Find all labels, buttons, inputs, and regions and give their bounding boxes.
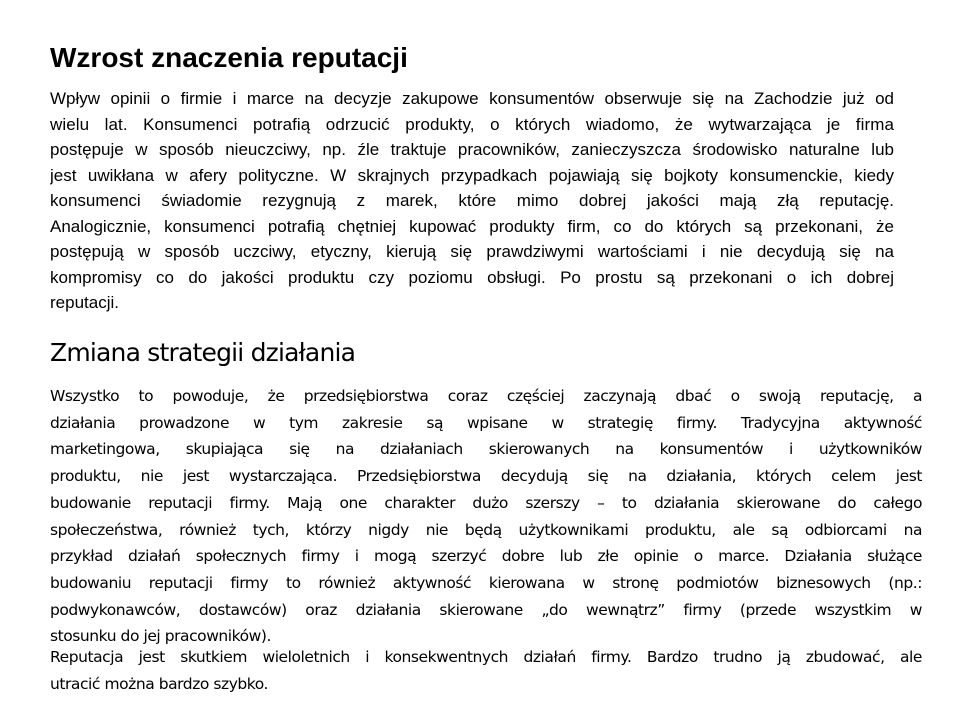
text-line: działania prowadzone w tym zakresie są wpisane w strategię firmy. Tradycyjna aktywność	[50, 413, 922, 432]
text-line: stosunku do jej pracowników).	[50, 627, 271, 646]
paragraph-reputation-growth	[50, 86, 894, 316]
text-line: kompromisy co do jakości produktu czy poziomu obsługi. Po prostu są przekonani o ich dobrej	[50, 267, 894, 287]
text-line: postępuje w sposób nieuczciwy, np. źle traktuje pracowników, zanieczyszcza środowisko naturalne lub	[50, 140, 894, 159]
text-line: produktu, nie jest wystarczająca. Przedsiębiorstwa decydują się na działania, których celem jest	[50, 467, 922, 486]
text-line: budowaniu reputacji firmy to również aktywność kierowana w stronę podmiotów biznesowych (np.:	[50, 573, 922, 592]
text-line: przykład działań społecznych firmy i mogą szerzyć dobre lub złe opinie o marce. Działania służące	[50, 547, 922, 566]
text-line: marketingowa, skupiająca się na działaniach skierowanych na konsumentów i użytkowników	[50, 440, 922, 459]
text-line: Reputacja jest skutkiem wieloletnich i konsekwentnych działań firmy. Bardzo trudno ją zbudować, ale	[50, 648, 922, 666]
text-line: budowanie reputacji firmy. Mają one charakter dużo szerszy – to działania skierowane do całego	[50, 493, 922, 512]
section-title-reputation-growth: Wzrost znaczenia reputacji	[50, 42, 408, 73]
text-line: społeczeństwa, również tych, którzy nigdy nie będą użytkownikami produktu, ale są odbiorcami na	[50, 520, 922, 539]
text-line: podwykonawców, dostawców) oraz działania skierowane „do wewnątrz” firmy (przede wszystkim w	[50, 600, 922, 619]
text-line: postępują w sposób uczciwy, etyczny, kierują się prawdziwymi wartościami i nie decydują się na	[50, 242, 894, 261]
paragraph-closing	[50, 644, 922, 697]
text-line: wielu lat. Konsumenci potrafią odrzucić produkty, o których wiadomo, że wytwarzająca je firma	[50, 114, 894, 134]
text-line: jest uwikłana w afery polityczne. W skrajnych przypadkach pojawiają się bojkoty konsumenckie, kiedy	[50, 165, 894, 185]
text-line: utracić można bardzo szybko.	[50, 674, 269, 693]
paragraph-strategy-change	[50, 383, 922, 650]
text-line: Wpływ opinii o firmie i marce na decyzje zakupowe konsumentów obserwuje się na Zachodzie już od	[50, 89, 894, 108]
text-line: Wszystko to powoduje, że przedsiębiorstwa coraz częściej zaczynają dbać o swoją reputację, a	[50, 387, 922, 405]
text-line: reputacji.	[50, 293, 119, 312]
section-title-strategy-change: Zmiana strategii działania	[50, 338, 356, 367]
text-line: Analogicznie, konsumenci potrafią chętniej kupować produkty firm, co do których są przekonani, że	[50, 216, 894, 236]
text-line: konsumenci świadomie rezygnują z marek, które mimo dobrej jakości mają złą reputację.	[50, 191, 894, 210]
